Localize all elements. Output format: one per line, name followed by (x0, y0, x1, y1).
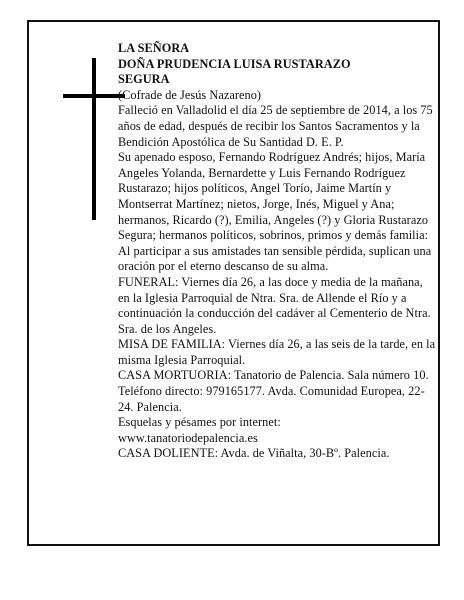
funeral-info: FUNERAL: Viernes día 26, a las doce y media de la mañana, en la Iglesia Parroquial de Ntra. Sra. de Allende el Río y a continuación la conducción del cadáver al Cementerio de Ntra. Sra. de los Angeles. (118, 274, 431, 336)
obituary-card (27, 20, 440, 546)
deceased-name: DOÑA PRUDENCIA LUISA RUSTARAZO (118, 56, 351, 71)
prayer-request: Al participar a sus amistades tan sensible pérdida, suplican una oración por el eterno descanso de su alma. (118, 243, 432, 274)
internet-condolences: Esquelas y pésames por internet: (118, 415, 281, 430)
cross-icon (63, 58, 125, 220)
website-link[interactable]: www.tanatoriodepalencia.es (118, 430, 258, 445)
funeral-home-info: CASA MORTUORIA: Tanatorio de Palencia. Sala número 10. Teléfono directo: 979165177. Avda. Comunidad Europea, 22-24. Palencia. (118, 368, 429, 414)
family-mass-info: MISA DE FAMILIA: Viernes día 26, a las seis de la tarde, en la misma Iglesia Parroquial. (118, 337, 436, 367)
deceased-surname: SEGURA (118, 72, 170, 87)
death-announcement: Falleció en Valladolid el día 25 de septiembre de 2014, a los 75 años de edad, después de recibir los Santos Sacramentos y la Bendición Apostólica de Su Santidad D. E. P. (118, 103, 433, 149)
obituary-text (118, 41, 436, 462)
brotherhood-note: (Cofrade de Jesús Nazareno) (118, 87, 262, 102)
mourning-home-info: CASA DOLIENTE: Avda. de Viñalta, 30-Bº. Palencia. (118, 446, 390, 461)
title-label: LA SEÑORA (118, 41, 190, 55)
family-list: Su apenado esposo, Fernando Rodríguez Andrés; hijos, María Angeles Yolanda, Bernardette y Luis Fernando Rodríguez Rustarazo; hijos políticos, Angel Torío, Jaime Martín y Montserrat Martínez; nietos, Jorge, Inés, Miguel y Ana; hermanos, Ricardo (?), Emilia, Angeles (?) y Gloria Rustarazo Segura; hermanos políticos, sobrinos, primos y demás familia: (118, 150, 429, 243)
